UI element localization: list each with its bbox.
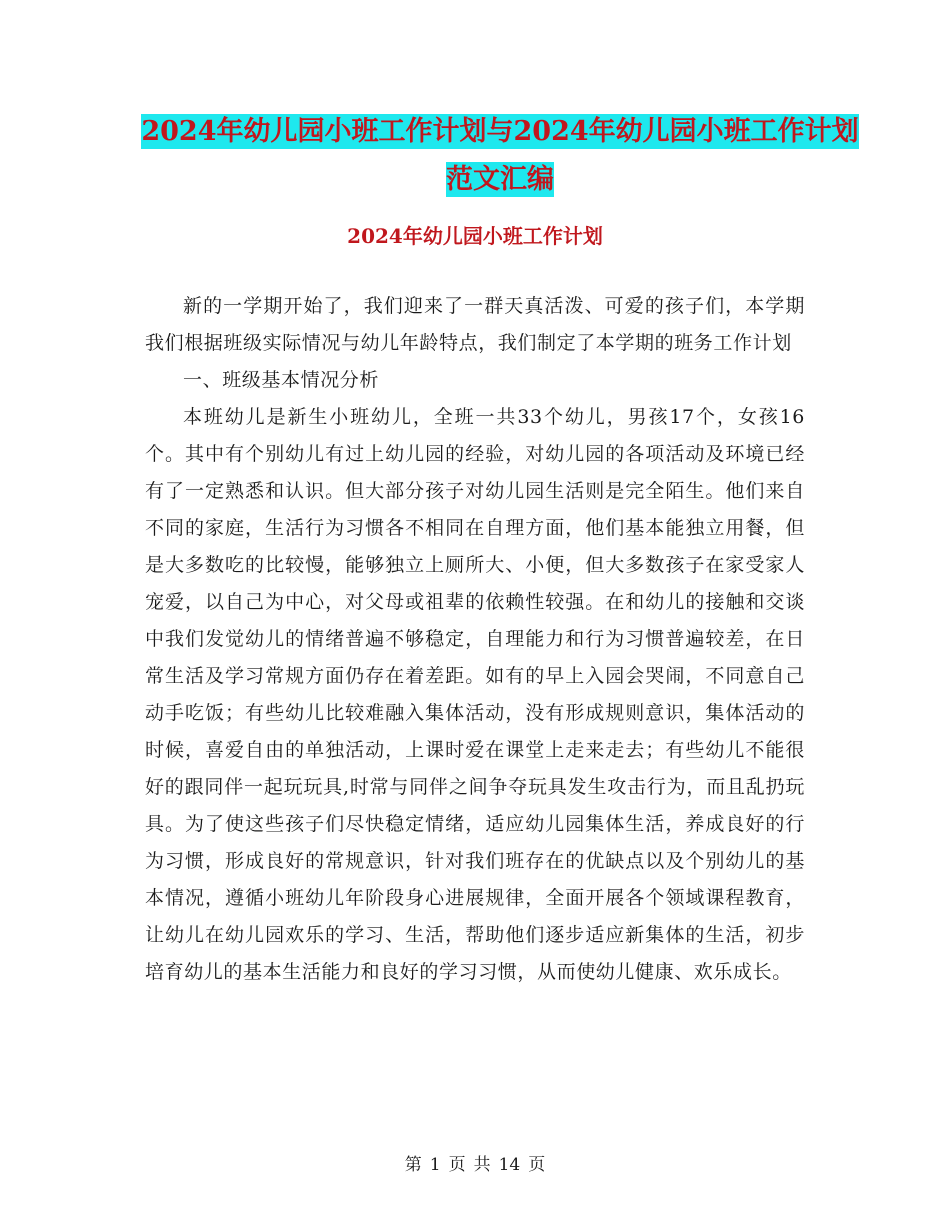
footer-total-unit: 页 — [528, 1155, 546, 1175]
class-analysis-paragraph: 本班幼儿是新生小班幼儿，全班一共33个幼儿，男孩17个，女孩16个。其中有个别幼儿有过上幼儿园的经验，对幼儿园的各项活动及环境已经有了一定熟悉和认识。但大部分孩子对幼儿园生活则是完全陌生。他们来自不同的家庭，生活行为习惯各不相同在自理方面，他们基本能独立用餐，但是大多数吃的比较慢，能够独立上厕所大、小便，但大多数孩子在家受家人宠爱，以自己为中心，对父母或祖辈的依赖性较强。在和幼儿的接触和交谈中我们发觉幼儿的情绪普遍不够稳定，自理能力和行为习惯普遍较差，在日常生活及学习常规方面仍存在着差距。如有的早上入园会哭闹，不同意自己动手吃饭；有些幼儿比较难融入集体活动，没有形成规则意识，集体活动的时候，喜爱自由的单独活动，上课时爱在课堂上走来走去；有些幼儿不能很好的跟同伴一起玩玩具,时常与同伴之间争夺玩具发生攻击行为，而且乱扔玩具。为了使这些孩子们尽快稳定情绪，适应幼儿园集体生活，养成良好的行为习惯，形成良好的常规意识，针对我们班存在的优缺点以及个别幼儿的基本情况，遵循小班幼儿年阶段身心进展规律，全面开展各个领域课程教育，让幼儿在幼儿园欢乐的学习、生活，帮助他们逐步适应新集体的生活，初步培育幼儿的基本生活能力和良好的学习习惯，从而使幼儿健康、欢乐成长。 — [145, 406, 805, 983]
footer-page-current: 1 — [429, 1155, 441, 1175]
footer-total-label: 共 — [473, 1155, 491, 1175]
section-heading-class-analysis: 一、班级基本情况分析 — [183, 369, 380, 391]
page-footer — [0, 1153, 950, 1177]
document-title-highlight: 2024年幼儿园小班工作计划与2024年幼儿园小班工作计划范文汇编 — [141, 116, 859, 195]
section-title: 2024年幼儿园小班工作计划 — [347, 224, 603, 248]
document-body — [145, 288, 805, 991]
document-title — [140, 108, 860, 204]
footer-page-unit: 页 — [448, 1155, 466, 1175]
intro-paragraph: 新的一学期开始了，我们迎来了一群天真活泼、可爱的孩子们，本学期我们根据班级实际情况与幼儿年龄特点，我们制定了本学期的班务工作计划 — [145, 295, 805, 354]
footer-page-label: 第 — [404, 1155, 422, 1175]
footer-page-total: 14 — [498, 1155, 521, 1175]
